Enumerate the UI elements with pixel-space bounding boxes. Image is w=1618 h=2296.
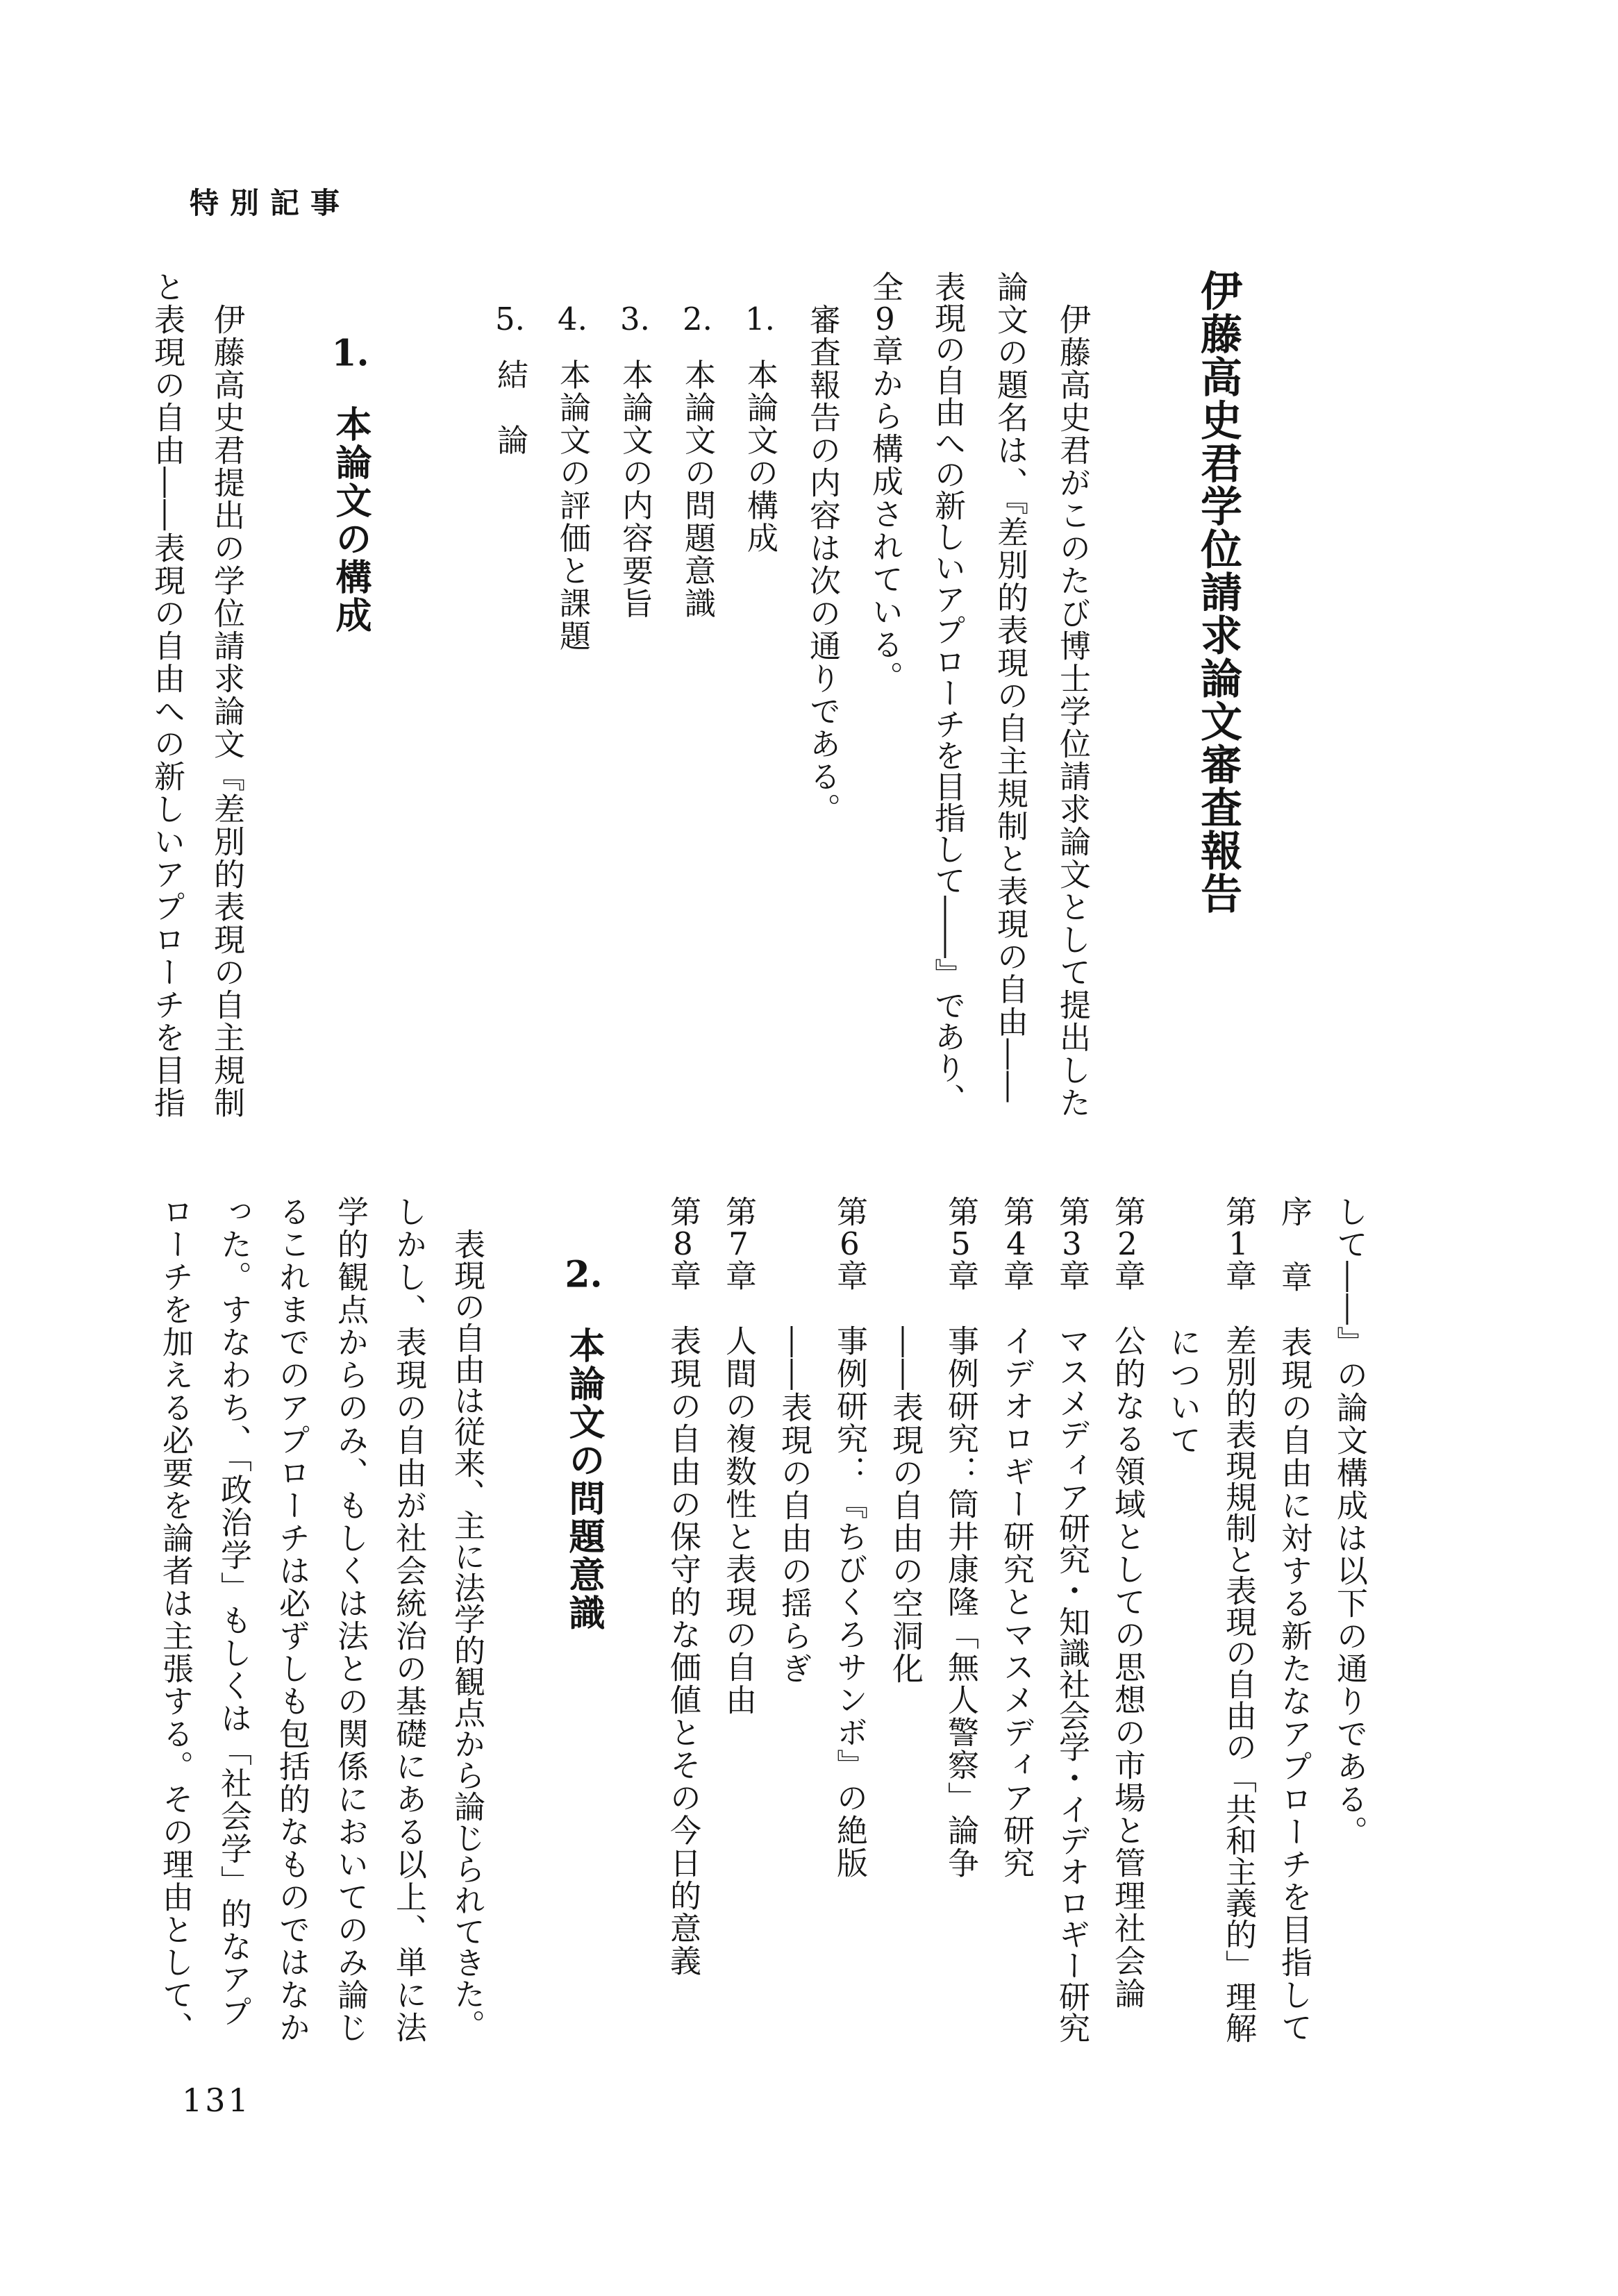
text-line: して――』の論文構成は以下の通りである。: [1331, 1196, 1368, 1848]
chapter-title: 公的なる領域としての思想の市場と管理社会論: [1109, 1325, 1146, 2010]
chapter-title: イデオロギー研究とマスメディア研究: [998, 1325, 1035, 1879]
chapter-subtitle: ――表現の自由の空洞化: [887, 1326, 924, 1685]
text-line: 表現の自由への新しいアプローチを目指して――』であり、: [929, 271, 966, 1114]
contents-item: 4. 本論文の評価と課題: [554, 303, 591, 653]
chapter-title-continuation: について: [1165, 1326, 1201, 1457]
article-title: 伊藤高史君学位請求論文審査報告: [1194, 269, 1242, 915]
upright-digits: 2.: [565, 1257, 603, 1293]
chapter-subtitle: ――表現の自由の揺らぎ: [776, 1326, 812, 1685]
upright-digits: 2: [1117, 1228, 1137, 1259]
upright-digits: 1.: [331, 335, 369, 371]
section-heading: 2. 本論文の問題意識: [562, 1257, 605, 1633]
chapter-title: 事例研究：『ちびくろサンボ』の絶版: [831, 1325, 868, 1879]
contents-intro: 審査報告の内容は次の通りである。: [804, 303, 841, 826]
contents-item: 5. 結 論: [492, 303, 528, 457]
chapter-item: [1044, 1196, 1099, 2044]
upright-digits: 8: [673, 1228, 693, 1259]
upright-digits: 1.: [745, 303, 775, 335]
upright-digits: 5.: [495, 303, 525, 335]
section-heading: 1. 本論文の構成: [329, 335, 372, 635]
chapter-label: 第4章: [998, 1196, 1035, 1292]
text-line: しかし、表現の自由が社会統治の基礎にある以上、単に法: [390, 1196, 427, 2044]
intro-paragraph: [478, 271, 1103, 1119]
chapter-label: 第5章: [942, 1196, 979, 1292]
chapter-item: [1099, 1196, 1155, 2044]
upright-digits: 3.: [620, 303, 650, 335]
chapter-label: 第3章: [1053, 1196, 1090, 1292]
upright-digits: 5: [951, 1228, 971, 1259]
contents-item: 3. 本論文の内容要旨: [617, 303, 653, 620]
chapter-item: [988, 1196, 1044, 2044]
text-line: と表現の自由――表現の自由への新しいアプローチを目指: [149, 271, 185, 1119]
contents-item: 1. 本論文の構成: [742, 303, 778, 555]
text-line: ローチを加える必要を論者は主張する。その理由として、: [157, 1196, 194, 2044]
chapter-label: 第6章: [831, 1196, 868, 1292]
chapter-label: 第2章: [1109, 1196, 1146, 1292]
upright-digits: 9: [875, 303, 895, 335]
text-line: 全9章から構成されている。: [867, 271, 903, 694]
chapter-title: 差別的表現規制と表現の自由の「共和主義的」理解: [1220, 1325, 1257, 2043]
chapter-label: 第8章: [665, 1196, 701, 1292]
page-number: 131: [182, 2081, 251, 2119]
chapter-list: [655, 1196, 1377, 2044]
upright-digits: 3: [1062, 1228, 1082, 1259]
chapter-item: [933, 1196, 988, 2044]
upright-digits: 2.: [683, 303, 712, 335]
text-line: った。すなわち、「政治学」もしくは「社会学」的なアプ: [215, 1196, 252, 2029]
chapter-item: [821, 1196, 877, 2044]
contents-item: 2. 本論文の問題意識: [679, 303, 716, 620]
section-paragraph: [137, 271, 256, 1119]
chapter-item: [655, 1196, 710, 2044]
text-line: 論文の題名は、『差別的表現の自主規制と表現の自由――: [992, 271, 1028, 1104]
section-label: 特別記事: [190, 186, 351, 220]
text-line: るこれまでのアプローチは必ずしも包括的なものではなか: [274, 1196, 310, 2044]
upright-digits: 1: [1228, 1228, 1249, 1259]
upright-digits: 7: [728, 1228, 749, 1259]
chapter-item: [710, 1196, 766, 2044]
chapter-label: 第1章: [1220, 1196, 1257, 1292]
chapter-label: 序 章: [1276, 1196, 1312, 1293]
text-line: 伊藤高史君提出の学位請求論文『差別的表現の自主規制: [208, 303, 245, 1119]
chapter-label: 第7章: [720, 1196, 757, 1292]
text-line: 学的観点からのみ、もしくは法との関係においてのみ論じ: [332, 1196, 369, 2044]
text-line: 伊藤高史君がこのたび博士学位請求論文として提出した: [1054, 303, 1091, 1119]
chapter-title: 表現の自由の保守的な価値とその今日的意義: [665, 1325, 701, 1977]
text-line: 表現の自由は従来、主に法学的観点から論じられてきた。: [449, 1228, 485, 2041]
chapter-item: [1266, 1196, 1321, 2044]
chapter-title: 人間の複数性と表現の自由: [720, 1325, 757, 1716]
section-paragraph: [146, 1196, 496, 2044]
upright-digits: 4.: [558, 303, 587, 335]
chapter-title: マスメディア研究・知識社会学・イデオロギー研究: [1053, 1325, 1090, 2043]
chapter-title: 事例研究：筒井康隆「無人警察」論争: [942, 1325, 979, 1879]
upright-digits: 6: [840, 1228, 860, 1259]
chapter-item: [1210, 1196, 1266, 2044]
upright-digits: 4: [1006, 1228, 1026, 1259]
chapter-title: 表現の自由に対する新たなアプローチを目指して: [1276, 1326, 1312, 2044]
